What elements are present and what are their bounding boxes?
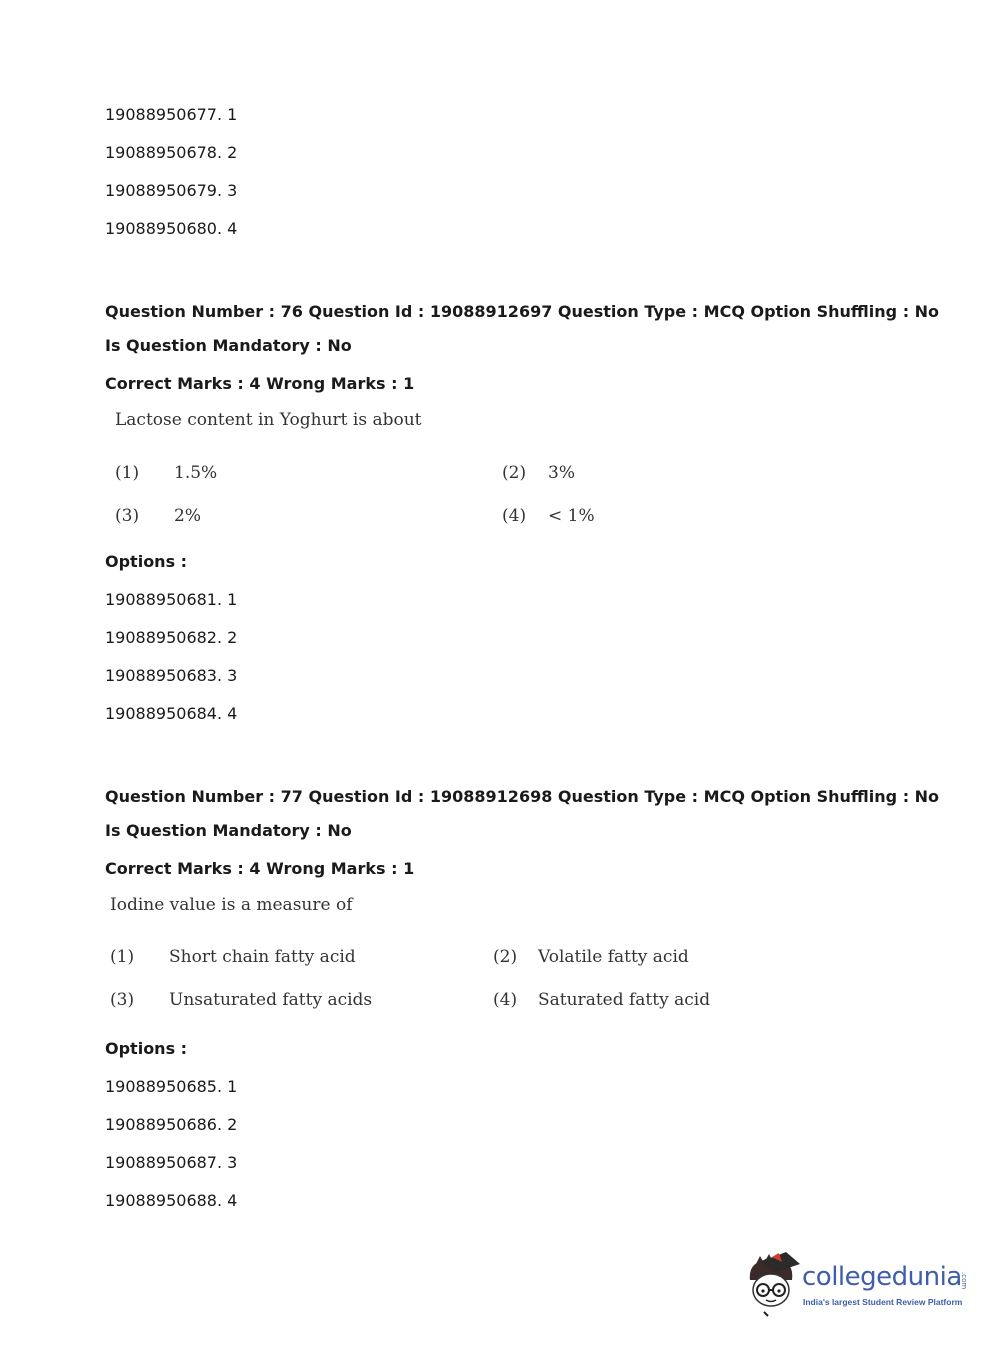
question-header: Question Number : 76 Question Id : 19088912697 Question Type : MCQ Option Shuffling : No: [105, 302, 940, 321]
option-line: 19088950682. 2: [105, 628, 238, 647]
choice-text: Saturated fatty acid: [538, 990, 711, 1010]
logo-tagline: India's largest Student Review Platform: [803, 1297, 963, 1307]
choice-number: (3): [110, 990, 135, 1010]
question-mandatory: Is Question Mandatory : No: [105, 336, 352, 355]
choice-number: (2): [502, 463, 527, 483]
choice-text: Short chain fatty acid: [169, 947, 356, 967]
question-mandatory: Is Question Mandatory : No: [105, 821, 352, 840]
choice-number: (3): [115, 506, 140, 526]
option-line: 19088950687. 3: [105, 1153, 238, 1172]
question-header: Question Number : 77 Question Id : 19088912698 Question Type : MCQ Option Shuffling : No: [105, 787, 940, 806]
logo-domain-suffix: .com: [960, 1272, 968, 1290]
options-label: Options :: [105, 552, 188, 571]
option-line: 19088950678. 2: [105, 143, 238, 162]
option-line: 19088950685. 1: [105, 1077, 238, 1096]
choice-text: 3%: [548, 463, 575, 483]
choice-number: (4): [493, 990, 518, 1010]
mascot-icon: [742, 1250, 802, 1320]
option-line: 19088950681. 1: [105, 590, 238, 609]
question-marks: Correct Marks : 4 Wrong Marks : 1: [105, 374, 415, 393]
option-line: 19088950686. 2: [105, 1115, 238, 1134]
question-text: Iodine value is a measure of: [110, 895, 353, 915]
option-line: 19088950677. 1: [105, 105, 238, 124]
options-label: Options :: [105, 1039, 188, 1058]
question-marks: Correct Marks : 4 Wrong Marks : 1: [105, 859, 415, 878]
choice-text: Unsaturated fatty acids: [169, 990, 373, 1010]
collegedunia-logo: [742, 1250, 972, 1320]
choice-text: 1.5%: [174, 463, 218, 483]
choice-text: Volatile fatty acid: [538, 947, 689, 967]
option-line: 19088950684. 4: [105, 704, 238, 723]
option-line: 19088950680. 4: [105, 219, 238, 238]
choice-text: < 1%: [548, 506, 595, 526]
choice-text: 2%: [174, 506, 201, 526]
choice-number: (1): [115, 463, 140, 483]
logo-wordmark: collegedunia: [802, 1262, 962, 1292]
option-line: 19088950679. 3: [105, 181, 238, 200]
option-line: 19088950688. 4: [105, 1191, 238, 1210]
question-text: Lactose content in Yoghurt is about: [115, 410, 422, 430]
choice-number: (4): [502, 506, 527, 526]
choice-number: (2): [493, 947, 518, 967]
option-line: 19088950683. 3: [105, 666, 238, 685]
choice-number: (1): [110, 947, 135, 967]
